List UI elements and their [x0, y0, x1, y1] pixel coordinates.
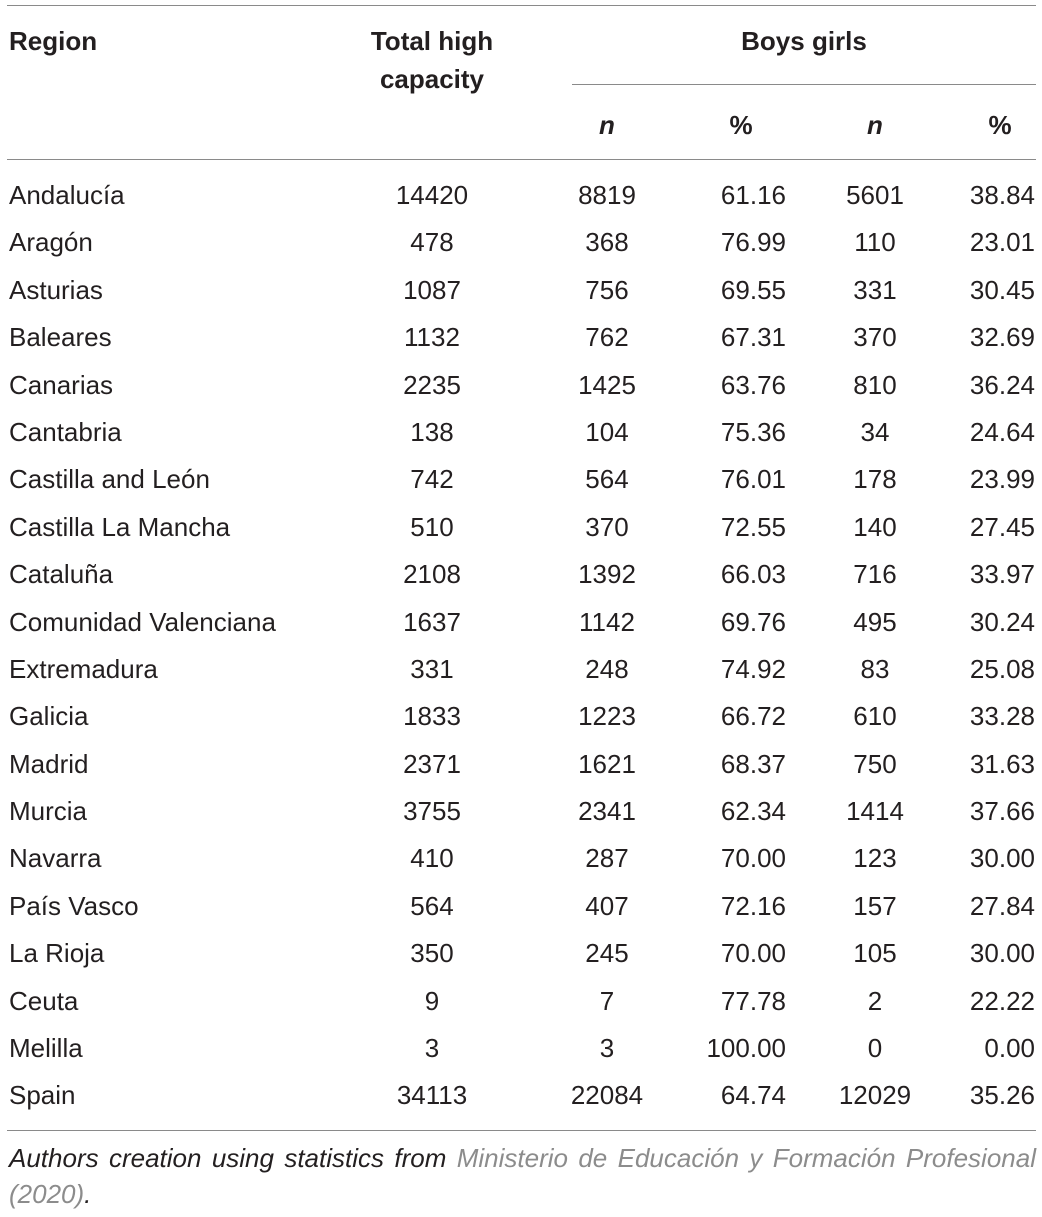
cell-girls-n: 105: [853, 938, 897, 969]
cell-total: 14420: [395, 180, 469, 210]
header-girls-n: n: [867, 110, 883, 140]
cell-boys-n: 245: [585, 938, 629, 969]
cell-girls-n: 178: [853, 464, 897, 495]
cell-boys-pct: 67.31: [720, 322, 786, 353]
cell-boys-pct: 75.36: [720, 416, 786, 447]
cell-boys-n: 1621: [578, 748, 636, 779]
cell-girls-n: 1414: [846, 796, 904, 827]
cell-region: Madrid: [9, 748, 89, 779]
cell-region: La Rioja: [9, 938, 105, 969]
cell-girls-n: 157: [853, 890, 897, 921]
cell-total: 331: [410, 653, 454, 684]
cell-total: 350: [410, 938, 454, 969]
cell-boys-pct: 66.03: [720, 559, 786, 590]
table-row: [0, 409, 1042, 456]
cell-boys-pct: 72.55: [720, 511, 786, 542]
cell-girls-n: 2: [867, 985, 883, 1016]
cell-girls-n: 140: [853, 511, 897, 542]
cell-total: 1132: [404, 322, 460, 353]
cell-girls-pct: 30.24: [969, 606, 1035, 637]
header-total-line1: Total high: [370, 26, 494, 56]
cell-girls-pct: 33.97: [969, 559, 1035, 590]
cell-region: Canarias: [9, 369, 114, 400]
cell-boys-pct: 76.99: [720, 227, 786, 258]
cell-girls-n: 716: [853, 559, 897, 590]
cell-girls-n: 0: [867, 1033, 883, 1064]
cell-girls-pct: 27.84: [969, 890, 1035, 921]
cell-boys-pct: 62.34: [720, 796, 786, 827]
cell-boys-n: 2341: [578, 796, 636, 827]
cell-boys-pct: 74.92: [720, 653, 786, 684]
cell-girls-pct: 31.63: [969, 748, 1035, 779]
cell-region: Comunidad Valenciana: [9, 606, 276, 637]
cell-total: 2371: [403, 748, 461, 779]
cell-region: Navarra: [9, 843, 102, 874]
cell-boys-pct: 69.55: [720, 274, 786, 305]
table-row: [0, 741, 1042, 788]
cell-girls-pct: 22.22: [969, 985, 1035, 1016]
cell-boys-pct: 63.76: [720, 369, 786, 400]
table-row: [0, 835, 1042, 882]
cell-girls-n: 610: [853, 701, 897, 732]
cell-girls-n: 495: [853, 606, 897, 637]
cell-boys-n: 7: [599, 985, 615, 1016]
cell-region: País Vasco: [9, 890, 139, 921]
cell-boys-n: 756: [585, 274, 629, 305]
cell-boys-pct: 68.37: [720, 748, 786, 779]
cell-total: 34113: [396, 1080, 468, 1111]
cell-total: 2108: [403, 559, 461, 590]
cell-boys-n: 287: [585, 843, 629, 874]
table-row: [0, 172, 1042, 219]
cell-girls-n: 5601: [846, 180, 904, 210]
header-region: Region: [9, 26, 98, 56]
cell-boys-n: 1142: [579, 606, 635, 637]
cell-boys-n: 104: [585, 416, 629, 447]
cell-boys-n: 1392: [578, 559, 636, 590]
cell-girls-n: 110: [854, 227, 896, 258]
cell-total: 1087: [403, 274, 461, 305]
cell-total: 410: [410, 843, 454, 874]
cell-total: 1637: [403, 606, 461, 637]
cell-girls-pct: 30.00: [969, 938, 1035, 969]
cell-boys-pct: 77.78: [720, 985, 786, 1016]
cell-girls-pct: 32.69: [969, 322, 1035, 353]
table-row: [0, 883, 1042, 930]
cell-total: 9: [424, 985, 440, 1016]
cell-region: Galicia: [9, 701, 89, 732]
cell-boys-pct: 76.01: [720, 464, 786, 495]
cell-region: Spain: [9, 1080, 76, 1111]
cell-girls-n: 750: [853, 748, 897, 779]
table-row: [0, 930, 1042, 977]
cell-girls-n: 34: [860, 416, 890, 447]
cell-boys-pct: 72.16: [720, 890, 786, 921]
cell-boys-pct: 66.72: [720, 701, 786, 732]
table-row: [0, 504, 1042, 551]
cell-total: 3: [424, 1033, 440, 1064]
cell-total: 2235: [403, 369, 461, 400]
header-rule: [7, 159, 1036, 160]
table-row: [0, 1025, 1042, 1072]
cell-boys-pct: 61.16: [720, 180, 786, 210]
header-total-line2: capacity: [379, 64, 485, 94]
cell-region: Murcia: [9, 796, 88, 827]
cell-region: Extremadura: [9, 653, 158, 684]
cell-boys-n: 22084: [570, 1080, 644, 1111]
top-rule: [7, 5, 1036, 6]
cell-total: 478: [410, 227, 454, 258]
cell-boys-n: 3: [599, 1033, 615, 1064]
cell-region: Cataluña: [9, 559, 114, 590]
cell-region: Castilla and León: [9, 464, 210, 495]
cell-girls-pct: 30.45: [969, 274, 1035, 305]
cell-total: 742: [410, 464, 454, 495]
header-boys-n: n: [599, 110, 615, 140]
header-boys-girls: Boys girls: [741, 26, 867, 56]
cell-girls-n: 12029: [838, 1080, 912, 1111]
table-row: [0, 599, 1042, 646]
table-row: [0, 551, 1042, 598]
table-row: [0, 219, 1042, 266]
header-boys-pct: %: [729, 110, 753, 140]
cell-region: Asturias: [9, 274, 103, 305]
cell-region: Castilla La Mancha: [9, 511, 231, 542]
cell-boys-n: 762: [585, 322, 629, 353]
cell-girls-pct: 27.45: [969, 511, 1035, 542]
bottom-rule: [7, 1130, 1036, 1131]
table-row: [0, 456, 1042, 503]
cell-boys-n: 8819: [578, 180, 636, 210]
cell-girls-pct: 37.66: [969, 796, 1035, 827]
cell-girls-pct: 38.84: [969, 180, 1035, 210]
table-row: [0, 788, 1042, 835]
cell-girls-pct: 0.00: [984, 1033, 1035, 1064]
cell-girls-pct: 24.64: [969, 416, 1035, 447]
cell-boys-n: 248: [585, 653, 629, 684]
cell-boys-n: 1223: [578, 701, 636, 732]
cell-girls-n: 331: [853, 274, 897, 305]
cell-girls-pct: 30.00: [969, 843, 1035, 874]
cell-total: 564: [410, 890, 454, 921]
group-rule: [572, 84, 1036, 85]
footnote-citation-link[interactable]: Ministerio de Educación y Formación Profesional (2020): [9, 1143, 1036, 1209]
cell-girls-n: 83: [860, 653, 890, 684]
table-footnote: [9, 1140, 1036, 1212]
cell-girls-pct: 35.26: [969, 1080, 1035, 1111]
cell-total: 1833: [403, 701, 461, 732]
cell-total: 138: [410, 416, 454, 447]
cell-region: Cantabria: [9, 416, 122, 447]
table-row: [0, 267, 1042, 314]
cell-girls-n: 810: [853, 369, 897, 400]
table-row: [0, 362, 1042, 409]
cell-region: Baleares: [9, 322, 112, 353]
table-row: [0, 1072, 1042, 1119]
cell-total: 510: [410, 511, 454, 542]
cell-boys-n: 368: [585, 227, 629, 258]
cell-boys-pct: 70.00: [720, 938, 786, 969]
cell-boys-pct: 69.76: [720, 606, 786, 637]
table-body: [0, 172, 1042, 1120]
cell-boys-n: 564: [585, 464, 629, 495]
table-row: [0, 978, 1042, 1025]
cell-total: 3755: [403, 796, 461, 827]
cell-region: Andalucía: [9, 180, 125, 210]
cell-girls-pct: 25.08: [969, 653, 1035, 684]
cell-region: Melilla: [9, 1033, 83, 1064]
cell-girls-pct: 33.28: [969, 701, 1035, 732]
cell-boys-pct: 70.00: [720, 843, 786, 874]
cell-region: Ceuta: [9, 985, 79, 1016]
cell-girls-pct: 23.99: [969, 464, 1035, 495]
cell-region: Aragón: [9, 227, 93, 258]
footnote-prefix: Authors creation using statistics from: [9, 1143, 457, 1173]
cell-girls-n: 123: [853, 843, 897, 874]
cell-boys-n: 1425: [578, 369, 636, 400]
cell-boys-n: 407: [585, 890, 629, 921]
cell-boys-pct: 64.74: [720, 1080, 786, 1111]
cell-boys-n: 370: [585, 511, 629, 542]
table-row: [0, 314, 1042, 361]
table-row: [0, 693, 1042, 740]
footnote-suffix: .: [84, 1179, 92, 1209]
cell-girls-pct: 36.24: [969, 369, 1035, 400]
cell-girls-pct: 23.01: [969, 227, 1035, 258]
table-row: [0, 646, 1042, 693]
cell-boys-pct: 100.00: [706, 1033, 786, 1064]
header-girls-pct: %: [988, 110, 1012, 140]
cell-girls-n: 370: [853, 322, 897, 353]
header-total-high-capacity: [322, 22, 542, 98]
